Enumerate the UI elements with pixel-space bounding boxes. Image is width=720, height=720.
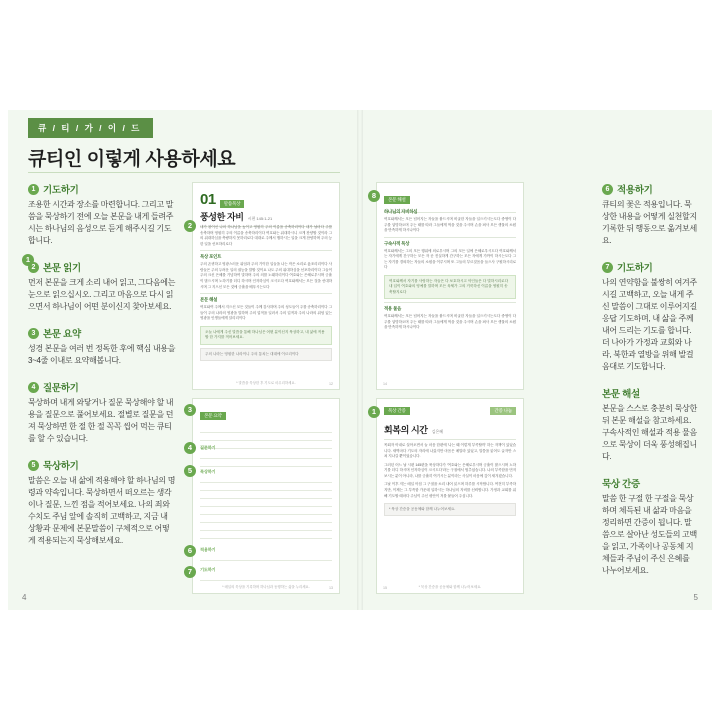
steps-list-left <box>28 182 176 560</box>
write-line <box>200 498 332 499</box>
step-number: 1 <box>28 184 39 195</box>
step-header <box>602 260 698 274</box>
divider <box>384 439 516 440</box>
step-header <box>602 386 698 400</box>
write-line <box>200 432 332 433</box>
question-callout: 여호와께서 자기를 사랑하는 자들은 다 보호하시고 악인들은 다 멸하시리로다 내 입이 여호와의 영예를 말하며 모든 육체가 그의 거룩하신 이름을 영원히 송축할지로다 <box>384 275 516 299</box>
write-line <box>200 522 332 523</box>
inner-page-number: 14 <box>383 382 387 386</box>
commentary-body: 여호와께서는 그의 모든 행위에 의로우시며 그의 모든 일에 은혜로우시도다 여호와께서는 자기에게 간구하는 모든 자 곧 진실하게 간구하는 모든 자에게 가까이 하시는도다 그는 자기를 경외하는 자들의 소원을 이루시며 또 그들의 부르짖음을 들으사 구원하시리로다 <box>384 248 516 270</box>
chapter-title: 풍성한 자비 <box>200 212 244 222</box>
callout-marker-9: 1 <box>368 406 380 418</box>
callout-marker-6: 6 <box>184 545 196 557</box>
left-page <box>8 110 360 610</box>
callout-marker-8: 8 <box>368 190 380 202</box>
step-body: 큐티의 꽃은 적용입니다. 묵상한 내용을 어떻게 실천할지 기록한 뒤 행동으로 옮겨보세요. <box>602 200 697 245</box>
scripture-body: 내가 왕이신 나의 하나님을 높이고 영원히 주의 이름을 송축하리이다 내가 날마다 주를 송축하며 영원히 주의 이름을 송축하리이다 여호와는 위대하시니 크게 찬양할 것이라 그의 위대하심을 측량하지 못하리로다 대대로 주께서 행하시는 일을 크게 찬양하며 주의 능한 일을 선포하리로다 <box>200 225 332 246</box>
step-item <box>602 182 698 247</box>
write-line <box>200 580 332 581</box>
sample-page-testimony <box>376 398 524 594</box>
step-title: 본문 해설 <box>602 389 640 400</box>
callout-marker-1: 1 <box>22 254 34 266</box>
sample-page-worksheet <box>192 398 340 594</box>
step-body: 먼저 본문을 크게 소리 내어 읽고, 그다음에는 눈으로 읽으십시오. 그리고 마음으로 다시 읽으면서 하나님이 어떤 분이신지 찾아보세요. <box>28 278 176 311</box>
worksheet-field-label: 질문하기 <box>200 445 216 450</box>
callout-marker-2: 2 <box>184 220 196 232</box>
step-number: 5 <box>28 460 39 471</box>
section-heading: 본문 해설 <box>200 297 218 303</box>
step-body: 본문을 스스로 충분히 묵상한 뒤 본문 해설을 참고하세요. 구속사적인 해설과 적용 물음으로 묵상이 더욱 풍성해집니다. <box>602 404 697 461</box>
testimony-title: 회복의 시간 <box>384 425 428 435</box>
step-body: 묵상하며 내게 와닿거나 질문 묵상해야 할 내용을 질문으로 풀어보세요. 절별로 질문을 던져 묵상하면 한 절 한 절 꼭꼭 씹어 먹는 큐티를 할 수 있습니다. <box>28 398 174 443</box>
worksheet-field-label: 적용하기 <box>200 547 216 552</box>
folio-right: 5 <box>693 593 698 602</box>
step-number: 2 <box>28 262 39 273</box>
write-line <box>200 538 332 539</box>
step-title: 기도하기 <box>43 185 79 196</box>
step-item <box>28 182 176 247</box>
step-body: 말씀은 오늘 내 삶에 적용해야 할 하나님의 명령과 약속입니다. 묵상하면서 떠오르는 생각이나 질문, 느낀 점을 적어보세요. 나의 죄와 수치도 주님 앞에 솔직히 고백하고, 지금 내 상황과 문제에 본문말씀이 구체적으로 어떻게 적용되는지 묵상해보세요. <box>28 476 176 545</box>
sample-page-devotion <box>192 182 340 390</box>
step-item <box>28 380 176 445</box>
step-title: 기도하기 <box>617 263 653 274</box>
inner-page-number: 15 <box>383 586 387 590</box>
write-line <box>200 482 332 483</box>
commentary-badge: 본문 해설 <box>384 196 410 204</box>
worksheet-field-label: 묵상하기 <box>200 469 216 474</box>
write-line <box>200 506 332 507</box>
inner-page-number: 13 <box>329 586 333 590</box>
section-heading: 묵상 포인트 <box>200 254 222 260</box>
sample-page-commentary <box>376 182 524 390</box>
write-line <box>200 514 332 515</box>
application-callout: 오늘 나에게 주신 말씀을 통해 하나님은 어떤 분이신지 묵상하고, 내 삶에 적용할 한 가지를 적어보세요. <box>200 326 332 345</box>
step-number: 4 <box>28 382 39 393</box>
divider <box>384 302 516 303</box>
callout-marker-5: 5 <box>184 465 196 477</box>
step-header <box>28 380 176 394</box>
callout-marker-4: 4 <box>184 442 196 454</box>
step-item <box>602 476 698 577</box>
worksheet-field-label: 기도하기 <box>200 567 216 572</box>
testimony-body: 그날 이후 저는 매일 아침 그 구절을 소리 내어 읽으며 하루를 시작합니다. 여전히 부족하지만, 이제는 그 부족함 가운데 일하시는 하나님의 자비를 신뢰합니다. 가정과 교회를 위해 기도할 때마다 주님이 주신 평안이 저를 붙들어 주십니다. <box>384 482 516 498</box>
step-body: 성경 본문을 여러 번 정독한 후에 핵심 내용을 3~4줄 이내로 요약해봅니다. <box>28 344 176 365</box>
testimony-badge-secondary: 간증 나눔 <box>490 407 516 415</box>
divider <box>200 250 332 251</box>
step-body: 나의 연약함을 불쌍히 여겨주시길 고백하고, 오늘 내게 주신 말씀이 그대로 이루어지길 응답 기도하며, 내 삶을 주께 내어 드리는 기도를 합니다. 더 나아가 가정과 교회와 나라, 북한과 열방을 위해 발걸음대로 기도합니다. <box>602 278 697 371</box>
write-line <box>200 466 332 467</box>
book-gutter <box>357 110 363 610</box>
step-number: 3 <box>28 328 39 339</box>
steps-list-right <box>602 182 698 590</box>
divider <box>384 237 516 238</box>
step-item <box>28 260 176 313</box>
testimony-body: 목회자 아내로 살아오면서 늘 마음 한편에 '나는 왜 이렇게 부족할까' 하는 자책이 있었습니다. 새벽마다 기도의 자리에 나갔지만 마음은 메말라 있었고, 말씀을 읽어도 글자만 스쳐 지나갈 뿐이었습니다. <box>384 443 516 459</box>
quote-callout: 주의 나라는 영원한 나라이니 주의 통치는 대대에 이르리이다 <box>200 348 332 361</box>
section-heading: 적용 물음 <box>384 306 402 312</box>
book-spread <box>8 110 712 610</box>
step-title: 본문 읽기 <box>43 263 81 274</box>
write-line <box>200 490 332 491</box>
step-body: 말씀 한 구절 한 구절을 묵상하며 체득된 내 삶과 마음을 정리하면 간증이 됩니다. 말씀으로 살아난 성도들의 고백을 읽고, 가족이나 공동체 지체들과 주님이 주신 은혜를 나누어보세요. <box>602 494 697 575</box>
write-line <box>200 530 332 531</box>
step-title: 적용하기 <box>617 185 653 196</box>
step-title: 본문 요약 <box>43 329 81 340</box>
step-title: 묵상 간증 <box>602 479 640 490</box>
section-heading: 구속사적 묵상 <box>384 240 410 246</box>
testimony-author: 김은혜 <box>431 429 444 434</box>
step-item <box>602 386 698 463</box>
step-header <box>28 182 176 196</box>
meditation-body: 주의 존귀하고 영광스러운 위엄과 주의 기이한 일들을 나는 작은 소리로 읊조리리이다 사람들은 주의 두려운 일의 권능을 말할 것이요 나도 주의 위대하심을 선포하리이다 그들이 주의 크신 은혜를 기념하여 말하며 주의 의를 노래하리이다 여호와는 은혜로우시며 긍휼이 많으시며 노하기를 더디 하시며 인자하심이 크시도다 여호와께서는 모든 것을 선대하시며 그 지으신 모든 것에 긍휼을 베푸시는도다 <box>200 262 332 289</box>
folio-left: 4 <box>22 593 27 602</box>
chapter-number: 01 <box>200 191 216 208</box>
section-tab: 큐 / 티 / 가 / 이 / 드 <box>28 118 153 138</box>
right-page <box>360 110 712 610</box>
step-header <box>28 260 176 274</box>
divider <box>200 293 332 294</box>
testimony-body: 그러던 어느 날 시편 145편을 묵상하다가 '여호와는 은혜로우시며 긍휼이 많으시며 노하기를 더디 하시며 인자하심이 크시도다'라는 구절에서 멈추었습니다. 나의 부족함을 먼저 보시는 분이 아니라, 나를 긍휼히 여기시는 분이라는 사실이 마음에 깊이 새겨졌습니다. <box>384 462 516 478</box>
testimony-callout: * 묵상 간증을 공동체와 함께 나누어보세요. <box>384 503 516 516</box>
step-title: 묵상하기 <box>43 461 79 472</box>
testimony-badge: 묵상 간증 <box>384 407 410 415</box>
verse-reference: 시편 145:1-21 <box>247 216 273 221</box>
card-footnote: * 매일의 묵상을 기록하며 하나님과 동행하는 삶을 누리세요. <box>222 585 310 589</box>
callout-marker-7: 7 <box>184 566 196 578</box>
step-item <box>28 326 176 367</box>
step-body: 조용한 시간과 장소를 마련합니다. 그리고 말씀을 묵상하기 전에 오늘 본문을 내게 들려주시는 하나님의 음성으로 듣게 해주시길 기도합니다. <box>28 200 174 245</box>
write-line <box>200 458 332 459</box>
step-title: 질문하기 <box>43 383 79 394</box>
callout-marker-3: 3 <box>184 404 196 416</box>
step-header <box>602 182 698 196</box>
commentary-body: 여호와께서는 모든 넘어지는 자들을 붙드시며 비굴한 자들을 일으키시는도다 중생이 다 주를 앙망하오며 주는 때를 따라 그들에게 먹을 것을 주시며 손을 펴사 모든 생물의 소원을 만족하게 하시나이다 <box>384 217 516 233</box>
worksheet-badge: 본문 요약 <box>200 412 226 420</box>
step-number: 7 <box>602 262 613 273</box>
step-item <box>28 458 176 547</box>
step-header <box>602 476 698 490</box>
step-header <box>28 458 176 472</box>
write-line <box>200 440 332 441</box>
card-footnote: * 말씀을 묵상한 후 기도로 마무리하세요. <box>236 381 296 385</box>
title-divider <box>28 172 340 173</box>
write-line <box>200 560 332 561</box>
commentary-body: 여호와께서는 모든 넘어지는 자들을 붙드시며 비굴한 자들을 일으키시는도다 중생이 다 주를 앙망하오며 주는 때를 따라 그들에게 먹을 것을 주시며 손을 펴사 모든 생물의 소원을 만족하게 하시나이다 <box>384 314 516 330</box>
commentary-body: 여호와여 주께서 지으신 모든 것들이 주께 감사하며 주의 성도들이 주를 송축하리이다 그들이 주의 나라의 영광을 말하며 주의 업적을 일러서 주의 업적과 주의 나라의 위엄 있는 영광을 인생들에게 알리리이다 <box>200 305 332 321</box>
section-heading: 하나님의 자비하심 <box>384 209 418 214</box>
card-footnote: * 묵상 간증을 공동체와 함께 나누어보세요. <box>418 585 482 589</box>
step-header <box>28 326 176 340</box>
step-number: 6 <box>602 184 613 195</box>
chapter-badge: 말씀묵상 <box>220 200 245 208</box>
inner-page-number: 12 <box>329 382 333 386</box>
page-title: 큐티인 이렇게 사용하세요 <box>28 149 236 170</box>
step-item <box>602 260 698 373</box>
